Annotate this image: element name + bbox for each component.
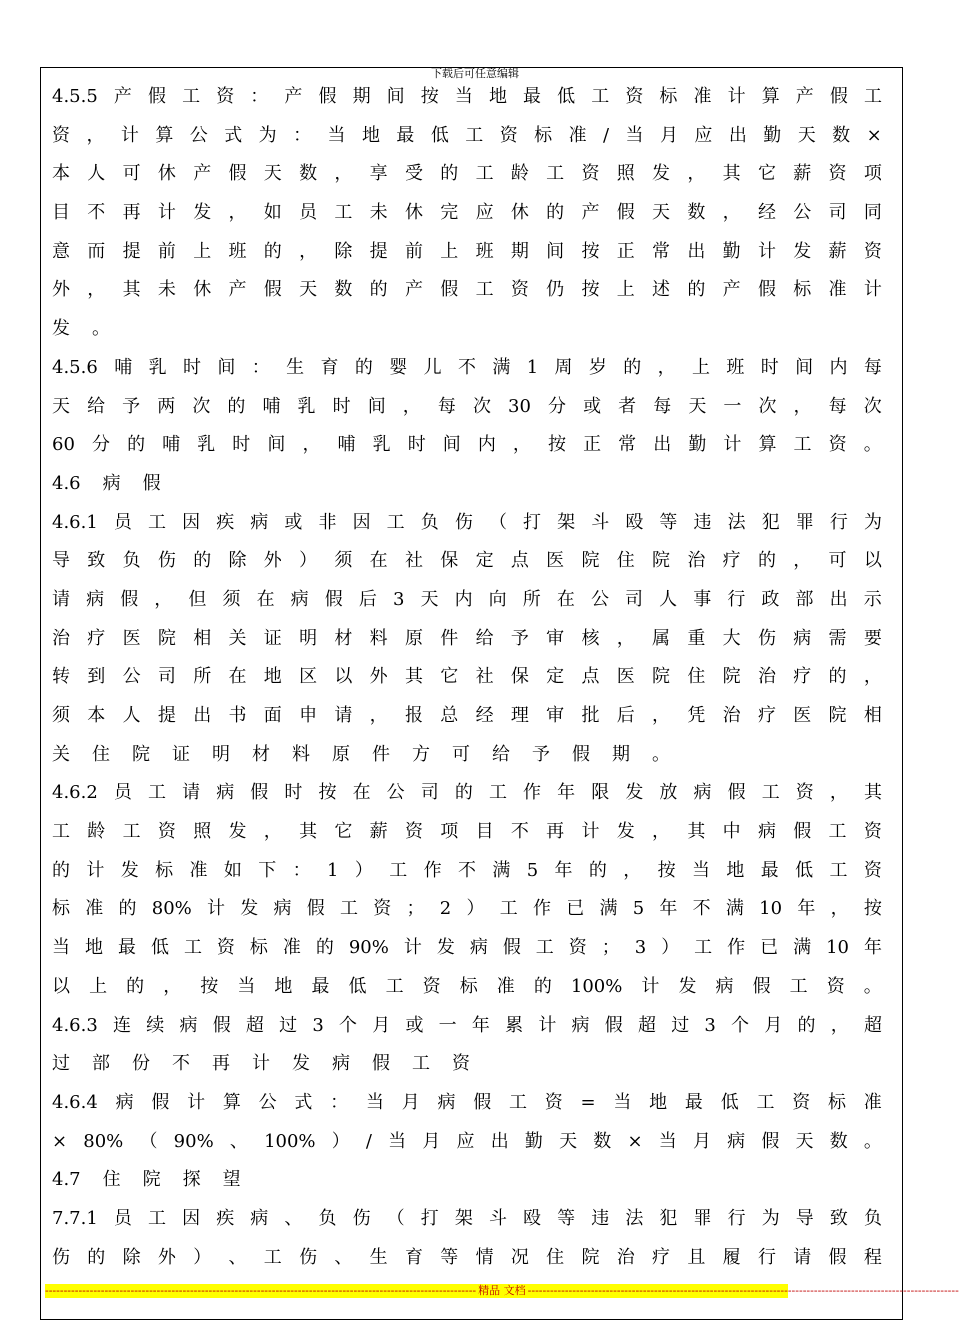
text-line: 请 病 假 ， 但 须 在 病 假 后 3 天 内 向 所 在 公 司 人 事 行 政 部 出 示	[52, 588, 882, 610]
text-line: 天 给 予 两 次 的 哺 乳 时 间 ， 每 次 30 分 或 者 每 天 一 次 ， 每 次	[52, 395, 882, 417]
text-line: 外 ， 其 未 休 产 假 天 数 的 产 假 工 资 仍 按 上 述 的 产 假 标 准 计	[52, 279, 882, 301]
text-line: 转 到 公 司 所 在 地 区 以 外 其 它 社 保 定 点 医 院 住 院 治 疗 的 ，	[52, 666, 882, 688]
text-line: 治 疗 医 院 相 关 证 明 材 料 原 件 给 予 审 核 ， 属 重 大 伤 病 需 要	[52, 627, 882, 649]
text-line: 4.7 住 院 探 望	[52, 1169, 241, 1191]
text-line: 4.6.1 员 工 因 疾 病 或 非 因 工 负 伤 （ 打 架 斗 殴 等 违 法 犯 罪 行 为	[52, 511, 882, 533]
text-line: 60 分 的 哺 乳 时 间 ， 哺 乳 时 间 内 ， 按 正 常 出 勤 计 算 工 资 。	[52, 434, 882, 456]
page-header: 下载后可任意编辑	[431, 67, 519, 80]
text-line: 导 致 负 伤 的 除 外 ） 须 在 社 保 定 点 医 院 住 院 治 疗 的 ， 可 以	[52, 550, 882, 572]
text-line: 须 本 人 提 出 书 面 申 请 ， 报 总 经 理 审 批 后 ， 凭 治 疗 医 院 相	[52, 705, 882, 726]
text-line: 4.6.4 病 假 计 算 公 式 ： 当 月 病 假 工 资 = 当 地 最 低 工 资 标 准	[52, 1091, 882, 1113]
text-line: 意 而 提 前 上 班 的 ， 除 提 前 上 班 期 间 按 正 常 出 勤 计 发 薪 资	[52, 240, 882, 262]
text-line: 发 。	[52, 318, 110, 340]
text-line: 当 地 最 低 工 资 标 准 的 90% 计 发 病 假 工 资 ； 3 ） 工 作 已 满 10 年	[52, 937, 882, 959]
page-footer	[45, 1284, 959, 1298]
text-line: 的 计 发 标 准 如 下 ： 1 ） 工 作 不 满 5 年 的 ， 按 当 地 最 低 工 资	[52, 859, 882, 881]
text-line: 4.6.2 员 工 请 病 假 时 按 在 公 司 的 工 作 年 限 发 放 病 假 工 资 ， 其	[52, 782, 882, 804]
text-line: 以 上 的 ， 按 当 地 最 低 工 资 标 准 的 100% 计 发 病 假 工 资 。	[52, 975, 882, 997]
footer-text: 精品 文档	[478, 1284, 526, 1297]
text-line: × 80% （ 90% 、 100% ） / 当 月 应 出 勤 天 数 × 当 月 病 假 天 数 。	[52, 1130, 882, 1152]
text-line: 工 龄 工 资 照 发 ， 其 它 薪 资 项 目 不 再 计 发 ， 其 中 病 假 工 资	[52, 821, 882, 843]
text-line: 4.5.6 哺 乳 时 间 ： 生 育 的 婴 儿 不 满 1 周 岁 的 ， 上 班 时 间 内 每	[52, 356, 882, 378]
text-line: 7.7.1 员 工 因 疾 病 、 负 伤 （ 打 架 斗 殴 等 违 法 犯 罪 行 为 导 致 负	[52, 1207, 882, 1229]
footer-dashes-right: --------------------------------------------------------------------------------------------------------------------	[527, 1284, 959, 1297]
text-line: 资 ， 计 算 公 式 为 ： 当 地 最 低 工 资 标 准 / 当 月 应 出 勤 天 数 ×	[52, 124, 882, 146]
text-line: 关 住 院 证 明 材 料 原 件 方 可 给 予 假 期 。	[52, 743, 670, 765]
document-body	[52, 78, 882, 1277]
footer-dashes-left: --------------------------------------------------------------------------------------------------------------------	[45, 1284, 477, 1297]
text-line: 4.5.5 产 假 工 资 ： 产 假 期 间 按 当 地 最 低 工 资 标 准 计 算 产 假 工	[52, 86, 882, 107]
text-line: 目 不 再 计 发 ， 如 员 工 未 休 完 应 休 的 产 假 天 数 ， 经 公 司 同	[52, 202, 882, 224]
text-line: 标 准 的 80% 计 发 病 假 工 资 ； 2 ） 工 作 已 满 5 年 不 满 10 年 ， 按	[52, 898, 882, 920]
text-line: 4.6.3 连 续 病 假 超 过 3 个 月 或 一 年 累 计 病 假 超 过 3 个 月 的 ， 超	[52, 1014, 882, 1036]
text-line: 过 部 份 不 再 计 发 病 假 工 资	[52, 1053, 470, 1075]
text-line: 本 人 可 休 产 假 天 数 ， 享 受 的 工 龄 工 资 照 发 ， 其 它 薪 资 项	[52, 163, 882, 185]
text-line: 伤 的 除 外 ） 、 工 伤 、 生 育 等 情 况 住 院 治 疗 且 履 行 请 假 程	[52, 1246, 882, 1268]
text-line: 4.6 病 假	[52, 472, 161, 494]
